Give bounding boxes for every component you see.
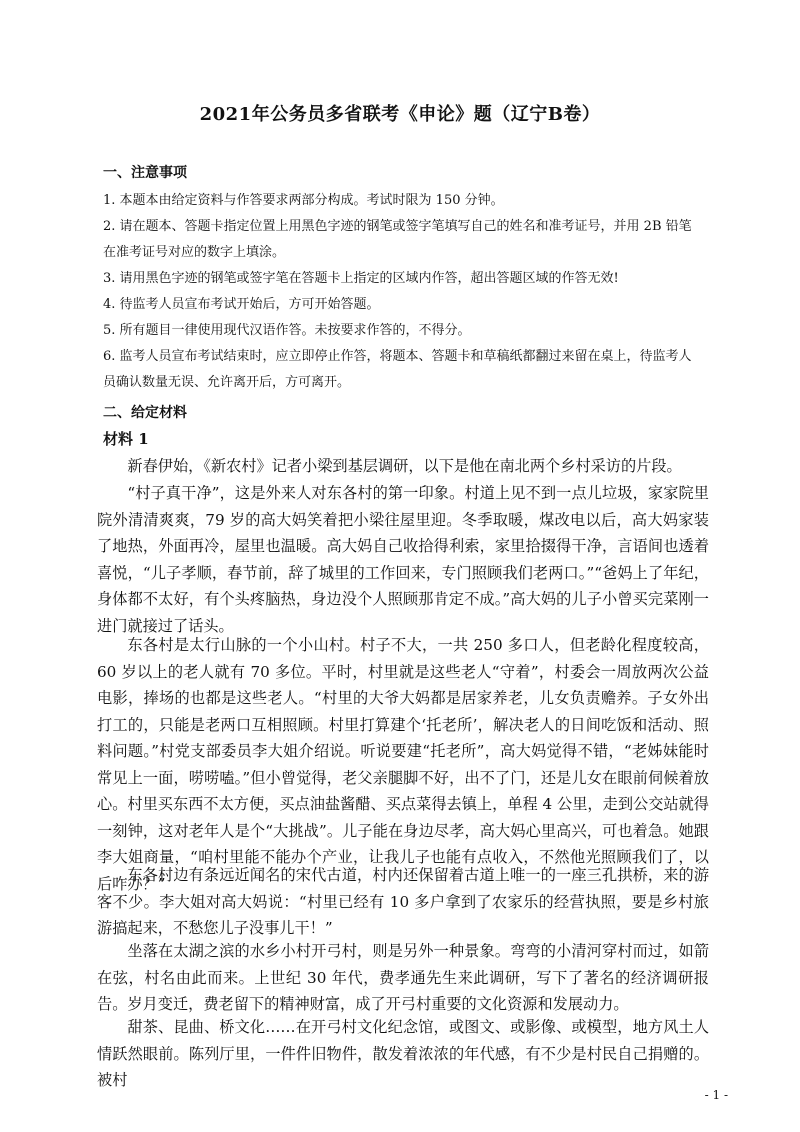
note-item: 5. 所有题目一律使用现代汉语作答。未按要求作答的，不得分。 bbox=[103, 323, 471, 338]
note-item: 3. 请用黑色字迹的钢笔或签字笔在答题卡上指定的区域内作答，超出答题区域的作答无效! bbox=[103, 271, 619, 286]
body-paragraph: “村子真干净”，这是外来人对东各村的第一印象。村道上见不到一点儿垃圾，家家院里院外清清爽爽，79 岁的高大妈笑着把小梁往屋里迎。冬季取暖，煤改电以后，高大妈家装了地热，外面再冷，屋里也温暖。高大妈自己收拾得利索，家里拾掇得干净，言语间也透着喜悦，“儿子孝顺，春节前，辞了城里的工作回来，专门照顾我们老两口。”“爸妈上了年纪，身体都不太好，有个头疼脑热，身边没个人照顾那肯定不成。”高大妈的儿子小曾买完菜刚一进门就接过了话头。 bbox=[97, 484, 709, 635]
material-heading: 材料 1 bbox=[103, 430, 149, 448]
note-item: 1. 本题本由给定资料与作答要求两部分构成。考试时限为 150 分钟。 bbox=[103, 193, 504, 208]
section-heading-materials: 二、给定材料 bbox=[103, 405, 187, 421]
body-paragraph: 坐落在太湖之滨的水乡小村开弓村，则是另外一种景象。弯弯的小清河穿村而过，如箭在弦，村名由此而来。上世纪 30 年代，费孝通先生来此调研，写下了著名的经济调研报告。岁月变迁，费老留下的精神财富，成了开弓村重要的文化资源和发展动力。 bbox=[97, 942, 709, 1013]
note-item: 6. 监考人员宣布考试结束时，应立即停止作答，将题本、答题卡和草稿纸都翻过来留在桌上，待监考人员确认数量无误、允许离开后，方可离开。 bbox=[103, 349, 692, 390]
body-paragraph: 新春伊始，《新农村》记者小梁到基层调研，以下是他在南北两个乡村采访的片段。 bbox=[127, 457, 682, 475]
body-paragraph: 甜茶、昆曲、桥文化……在开弓村文化纪念馆，或图文、或影像、或模型，地方风土人情跃然眼前。陈列厅里，一件件旧物件，散发着浓浓的年代感，有不少是村民自己捐赠的。被村 bbox=[97, 1018, 709, 1089]
body-paragraph: 东各村边有条远近闻名的宋代古道，村内还保留着古道上唯一的一座三孔拱桥，来的游客不少。李大姐对高大妈说：“村里已经有 10 多户拿到了农家乐的经营执照，要是乡村旅游搞起来，不愁您儿子没事儿干！” bbox=[97, 866, 709, 937]
body-paragraph: 东各村是太行山脉的一个小山村。村子不大，一共 250 多口人，但老龄化程度较高，60 岁以上的老人就有 70 多位。平时，村里就是这些老人“守着”，村委会一周放两次公益电影，捧场的也都是这些老人。“村里的大爷大妈都是居家养老，儿女负责赡养。子女外出打工的，只能是老两口互相照顾。村里打算建个‘托老所’，解决老人的日间吃饭和活动、照料问题。”村党支部委员李大姐介绍说。听说要建“托老所”，高大妈觉得不错，“老姊妹能时常见上一面，唠唠嗑。”但小曾觉得，老父亲腿脚不好，出不了门，还是儿女在眼前伺候着放心。村里买东西不太方便，买点油盐酱醋、买点菜得去镇上，单程 4 公里，走到公交站就得一刻钟，这对老年人是个“大挑战”。儿子能在身边尽孝，高大妈心里高兴，可也着急。她跟李大姐商量，“咱村里能不能办个产业，让我儿子也能有点收入，不然他光照顾我们了，以后咋办？” bbox=[97, 636, 709, 893]
section-heading-notes: 一、注意事项 bbox=[103, 165, 187, 181]
note-item: 2. 请在题本、答题卡指定位置上用黑色字迹的钢笔或签字笔填写自己的姓名和准考证号，并用 2B 铅笔在准考证号对应的数字上填涂。 bbox=[103, 219, 692, 260]
document-title: 2021年公务员多省联考《申论》题（辽宁B卷） bbox=[199, 104, 601, 125]
note-item: 4. 待监考人员宣布考试开始后，方可开始答题。 bbox=[103, 297, 380, 312]
page-number: - 1 - bbox=[704, 1088, 728, 1102]
